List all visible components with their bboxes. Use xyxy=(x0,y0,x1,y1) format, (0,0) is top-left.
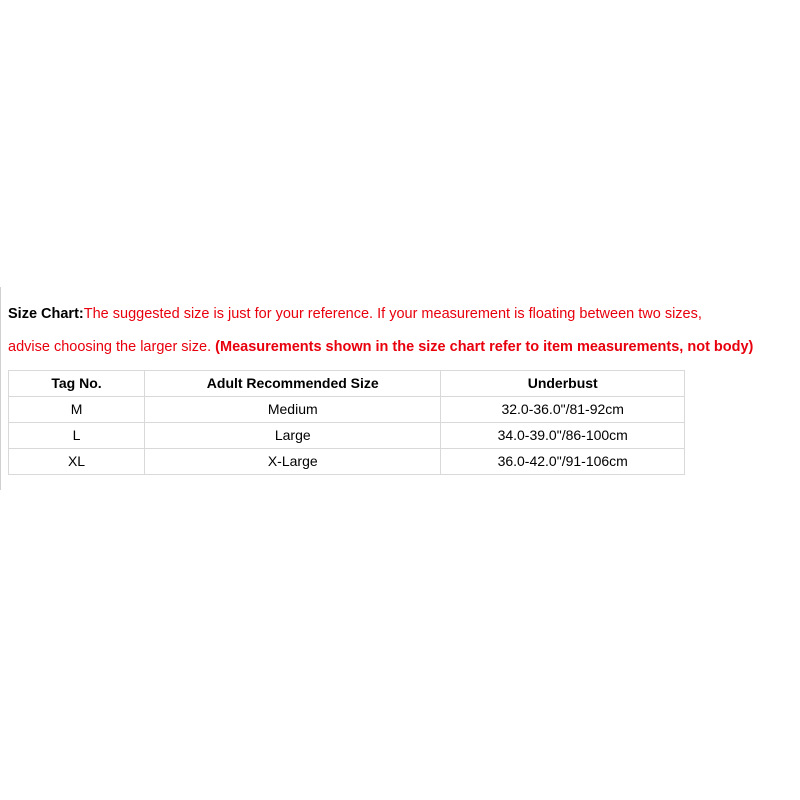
cell-underbust: 34.0-39.0"/86-100cm xyxy=(441,423,685,449)
cell-tag-no: L xyxy=(9,423,145,449)
table-row xyxy=(9,449,685,475)
measurement-note: (Measurements shown in the size chart refer to item measurements, not body) xyxy=(215,339,754,355)
cell-tag-no: M xyxy=(9,397,145,423)
header-underbust: Underbust xyxy=(441,371,685,397)
advice-note: advise choosing the larger size. xyxy=(8,339,216,355)
left-divider xyxy=(0,287,1,490)
size-chart-intro-line-2 xyxy=(8,338,753,356)
cell-adult-size: Large xyxy=(145,423,441,449)
reference-note: The suggested size is just for your reference. If your measurement is floating between two sizes, xyxy=(83,306,702,322)
header-tag-no: Tag No. xyxy=(9,371,145,397)
table-row xyxy=(9,423,685,449)
cell-underbust: 36.0-42.0"/91-106cm xyxy=(441,449,685,475)
table-row xyxy=(9,397,685,423)
size-chart-label: Size Chart: xyxy=(8,306,84,322)
size-table xyxy=(8,370,685,475)
header-adult-recommended-size: Adult Recommended Size xyxy=(145,371,441,397)
cell-tag-no: XL xyxy=(9,449,145,475)
size-chart-intro-line-1 xyxy=(8,305,702,323)
cell-underbust: 32.0-36.0"/81-92cm xyxy=(441,397,685,423)
table-header-row xyxy=(9,371,685,397)
cell-adult-size: Medium xyxy=(145,397,441,423)
cell-adult-size: X-Large xyxy=(145,449,441,475)
